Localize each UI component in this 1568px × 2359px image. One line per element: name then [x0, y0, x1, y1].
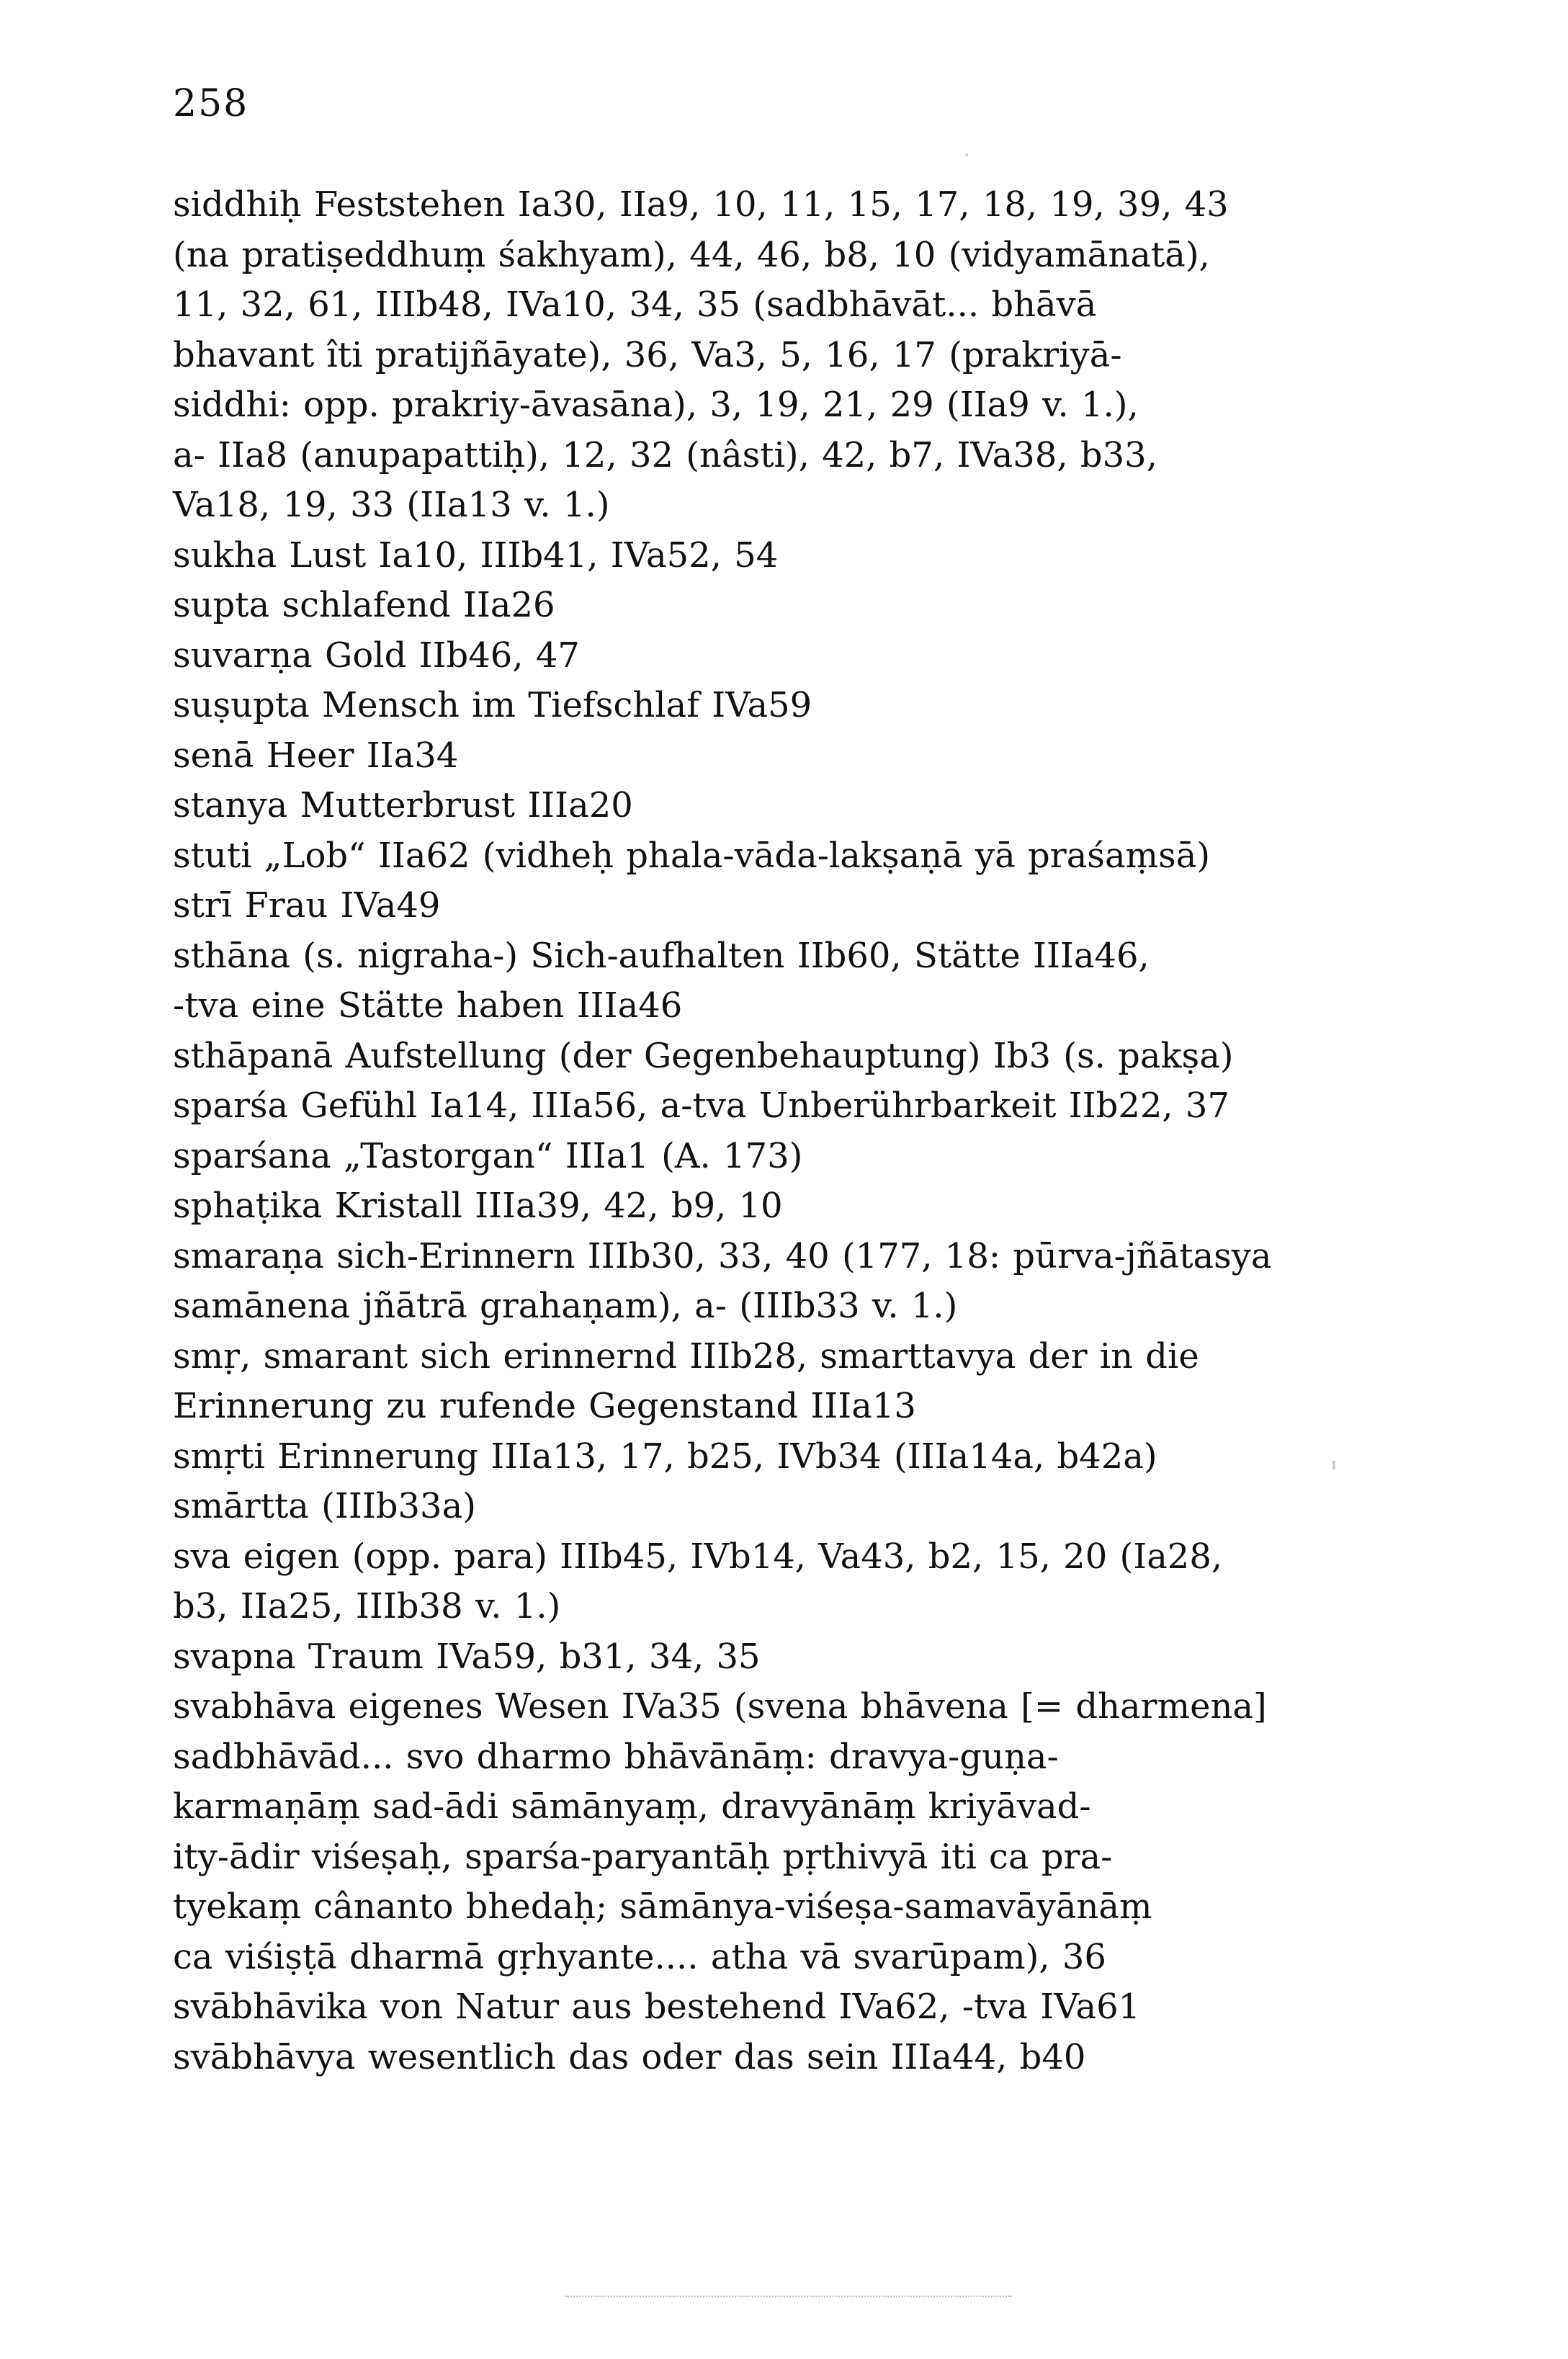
entry-headline: smṛti Erinnerung IIIa13, 17, b25, IVb34 (IIIa14a, b42a): [173, 1436, 1157, 1477]
entry-continuation-line: samānena jñātrā grahaṇam), a- (IIIb33 v. 1.): [173, 1286, 958, 1326]
entry-headline: siddhiḥ Feststehen Ia30, IIa9, 10, 11, 15, 17, 18, 19, 39, 43: [173, 184, 1229, 225]
entry-continuation-line: -tva eine Stätte haben IIIa46: [173, 985, 683, 1026]
index-entry: [173, 1482, 1325, 1532]
index-entry: [173, 681, 1325, 731]
index-entry: [173, 1031, 1325, 1082]
index-entry: [173, 731, 1325, 782]
scan-artifact-line: [565, 2296, 1012, 2300]
index-entries: [173, 180, 1325, 2082]
index-entry: [173, 2033, 1325, 2083]
entry-headline: svapna Traum IVa59, b31, 34, 35: [173, 1636, 761, 1677]
page-number: 258: [173, 82, 249, 125]
index-entry: [173, 531, 1325, 581]
entry-continuation-line: bhavant îti pratijñāyate), 36, Va3, 5, 16, 17 (prakriyā-: [173, 334, 1122, 375]
entry-headline: svābhāvika von Natur aus bestehend IVa62, -tva IVa61: [173, 1987, 1141, 2027]
index-entry: [173, 1232, 1325, 1332]
entry-headline: sphaṭika Kristall IIIa39, 42, b9, 10: [173, 1186, 783, 1226]
index-entry: [173, 1432, 1325, 1482]
entry-headline: stuti „Lob“ IIa62 (vidheḥ phala-vāda-lakṣaṇā yā praśaṃsā): [173, 835, 1211, 876]
entry-headline: supta schlafend IIa26: [173, 585, 555, 625]
index-entry: [173, 631, 1325, 681]
entry-continuation-line: tyekaṃ cânanto bhedaḥ; sāmānya-viśeṣa-samavāyānāṃ: [173, 1886, 1152, 1927]
entry-continuation-line: b3, IIa25, IIIb38 v. 1.): [173, 1586, 561, 1626]
entry-headline: sva eigen (opp. para) IIIb45, IVb14, Va43, b2, 15, 20 (Ia28,: [173, 1536, 1223, 1577]
entry-headline: svābhāvya wesentlich das oder das sein IIIa44, b40: [173, 2036, 1086, 2077]
index-entry: [173, 831, 1325, 882]
entry-continuation-line: Va18, 19, 33 (IIa13 v. 1.): [173, 485, 610, 525]
entry-headline: strī Frau IVa49: [173, 885, 441, 926]
entry-headline: sparśa Gefühl Ia14, IIIa56, a-tva Unberührbarkeit IIb22, 37: [173, 1086, 1229, 1126]
index-entry: [173, 180, 1325, 531]
index-entry: [173, 1682, 1325, 1982]
print-speck: [965, 153, 968, 156]
entry-continuation-line: karmaṇāṃ sad-ādi sāmānyaṃ, dravyānāṃ kriyāvad-: [173, 1786, 1091, 1827]
index-entry: [173, 881, 1325, 931]
entry-headline: smṛ, smarant sich erinnernd IIIb28, smarttavya der in die: [173, 1335, 1199, 1377]
entry-continuation-line: 11, 32, 61, IIIb48, IVa10, 34, 35 (sadbhāvāt... bhāvā: [173, 285, 1097, 325]
entry-headline: sthāna (s. nigraha-) Sich-aufhalten IIb60, Stätte IIIa46,: [173, 935, 1150, 976]
entry-headline: senā Heer IIa34: [173, 735, 459, 776]
entry-continuation-line: ca viśiṣṭā dharmā gṛhyante.... atha vā svarūpam), 36: [173, 1936, 1106, 1977]
entry-continuation-line: Erinnerung zu rufende Gegenstand IIIa13: [173, 1386, 916, 1426]
entry-headline: smārtta (IIIb33a): [173, 1486, 476, 1526]
index-entry: [173, 581, 1325, 631]
entry-continuation-line: ity-ādir viśeṣaḥ, sparśa-paryantāḥ pṛthivyā iti ca pra-: [173, 1836, 1113, 1877]
entry-headline: suṣupta Mensch im Tiefschlaf IVa59: [173, 685, 812, 725]
index-entry: [173, 1081, 1325, 1132]
entry-headline: sparśana „Tastorgan“ IIIa1 (A. 173): [173, 1135, 803, 1176]
entry-continuation-line: siddhi: opp. prakriy-āvasāna), 3, 19, 21, 29 (IIa9 v. 1.),: [173, 385, 1139, 425]
entry-headline: stanya Mutterbrust IIIa20: [173, 785, 633, 825]
index-entry: [173, 1982, 1325, 2033]
index-entry: [173, 1132, 1325, 1182]
entry-headline: smaraṇa sich-Erinnern IIIb30, 33, 40 (177, 18: pūrva-jñātasya: [173, 1235, 1272, 1276]
entry-headline: sukha Lust Ia10, IIIb41, IVa52, 54: [173, 534, 779, 576]
entry-headline: svabhāva eigenes Wesen IVa35 (svena bhāvena [= dharmena]: [173, 1686, 1267, 1727]
index-entry: [173, 1181, 1325, 1232]
index-entry: [173, 931, 1325, 1031]
print-speck: [1332, 1461, 1335, 1469]
index-entry: [173, 1532, 1325, 1632]
entry-headline: suvarṇa Gold IIb46, 47: [173, 635, 580, 676]
entry-continuation-line: sadbhāvād... svo dharmo bhāvānāṃ: dravya-guṇa-: [173, 1736, 1059, 1777]
entry-headline: sthāpanā Aufstellung (der Gegenbehauptung) Ib3 (s. pakṣa): [173, 1035, 1234, 1076]
entry-continuation-line: a- IIa8 (anupapattiḥ), 12, 32 (nâsti), 42, b7, IVa38, b33,: [173, 434, 1157, 475]
entry-continuation-line: (na pratiṣeddhuṃ śakhyam), 44, 46, b8, 10 (vidyamānatā),: [173, 234, 1210, 275]
index-entry: [173, 781, 1325, 831]
index-entry: [173, 1332, 1325, 1432]
index-entry: [173, 1632, 1325, 1683]
